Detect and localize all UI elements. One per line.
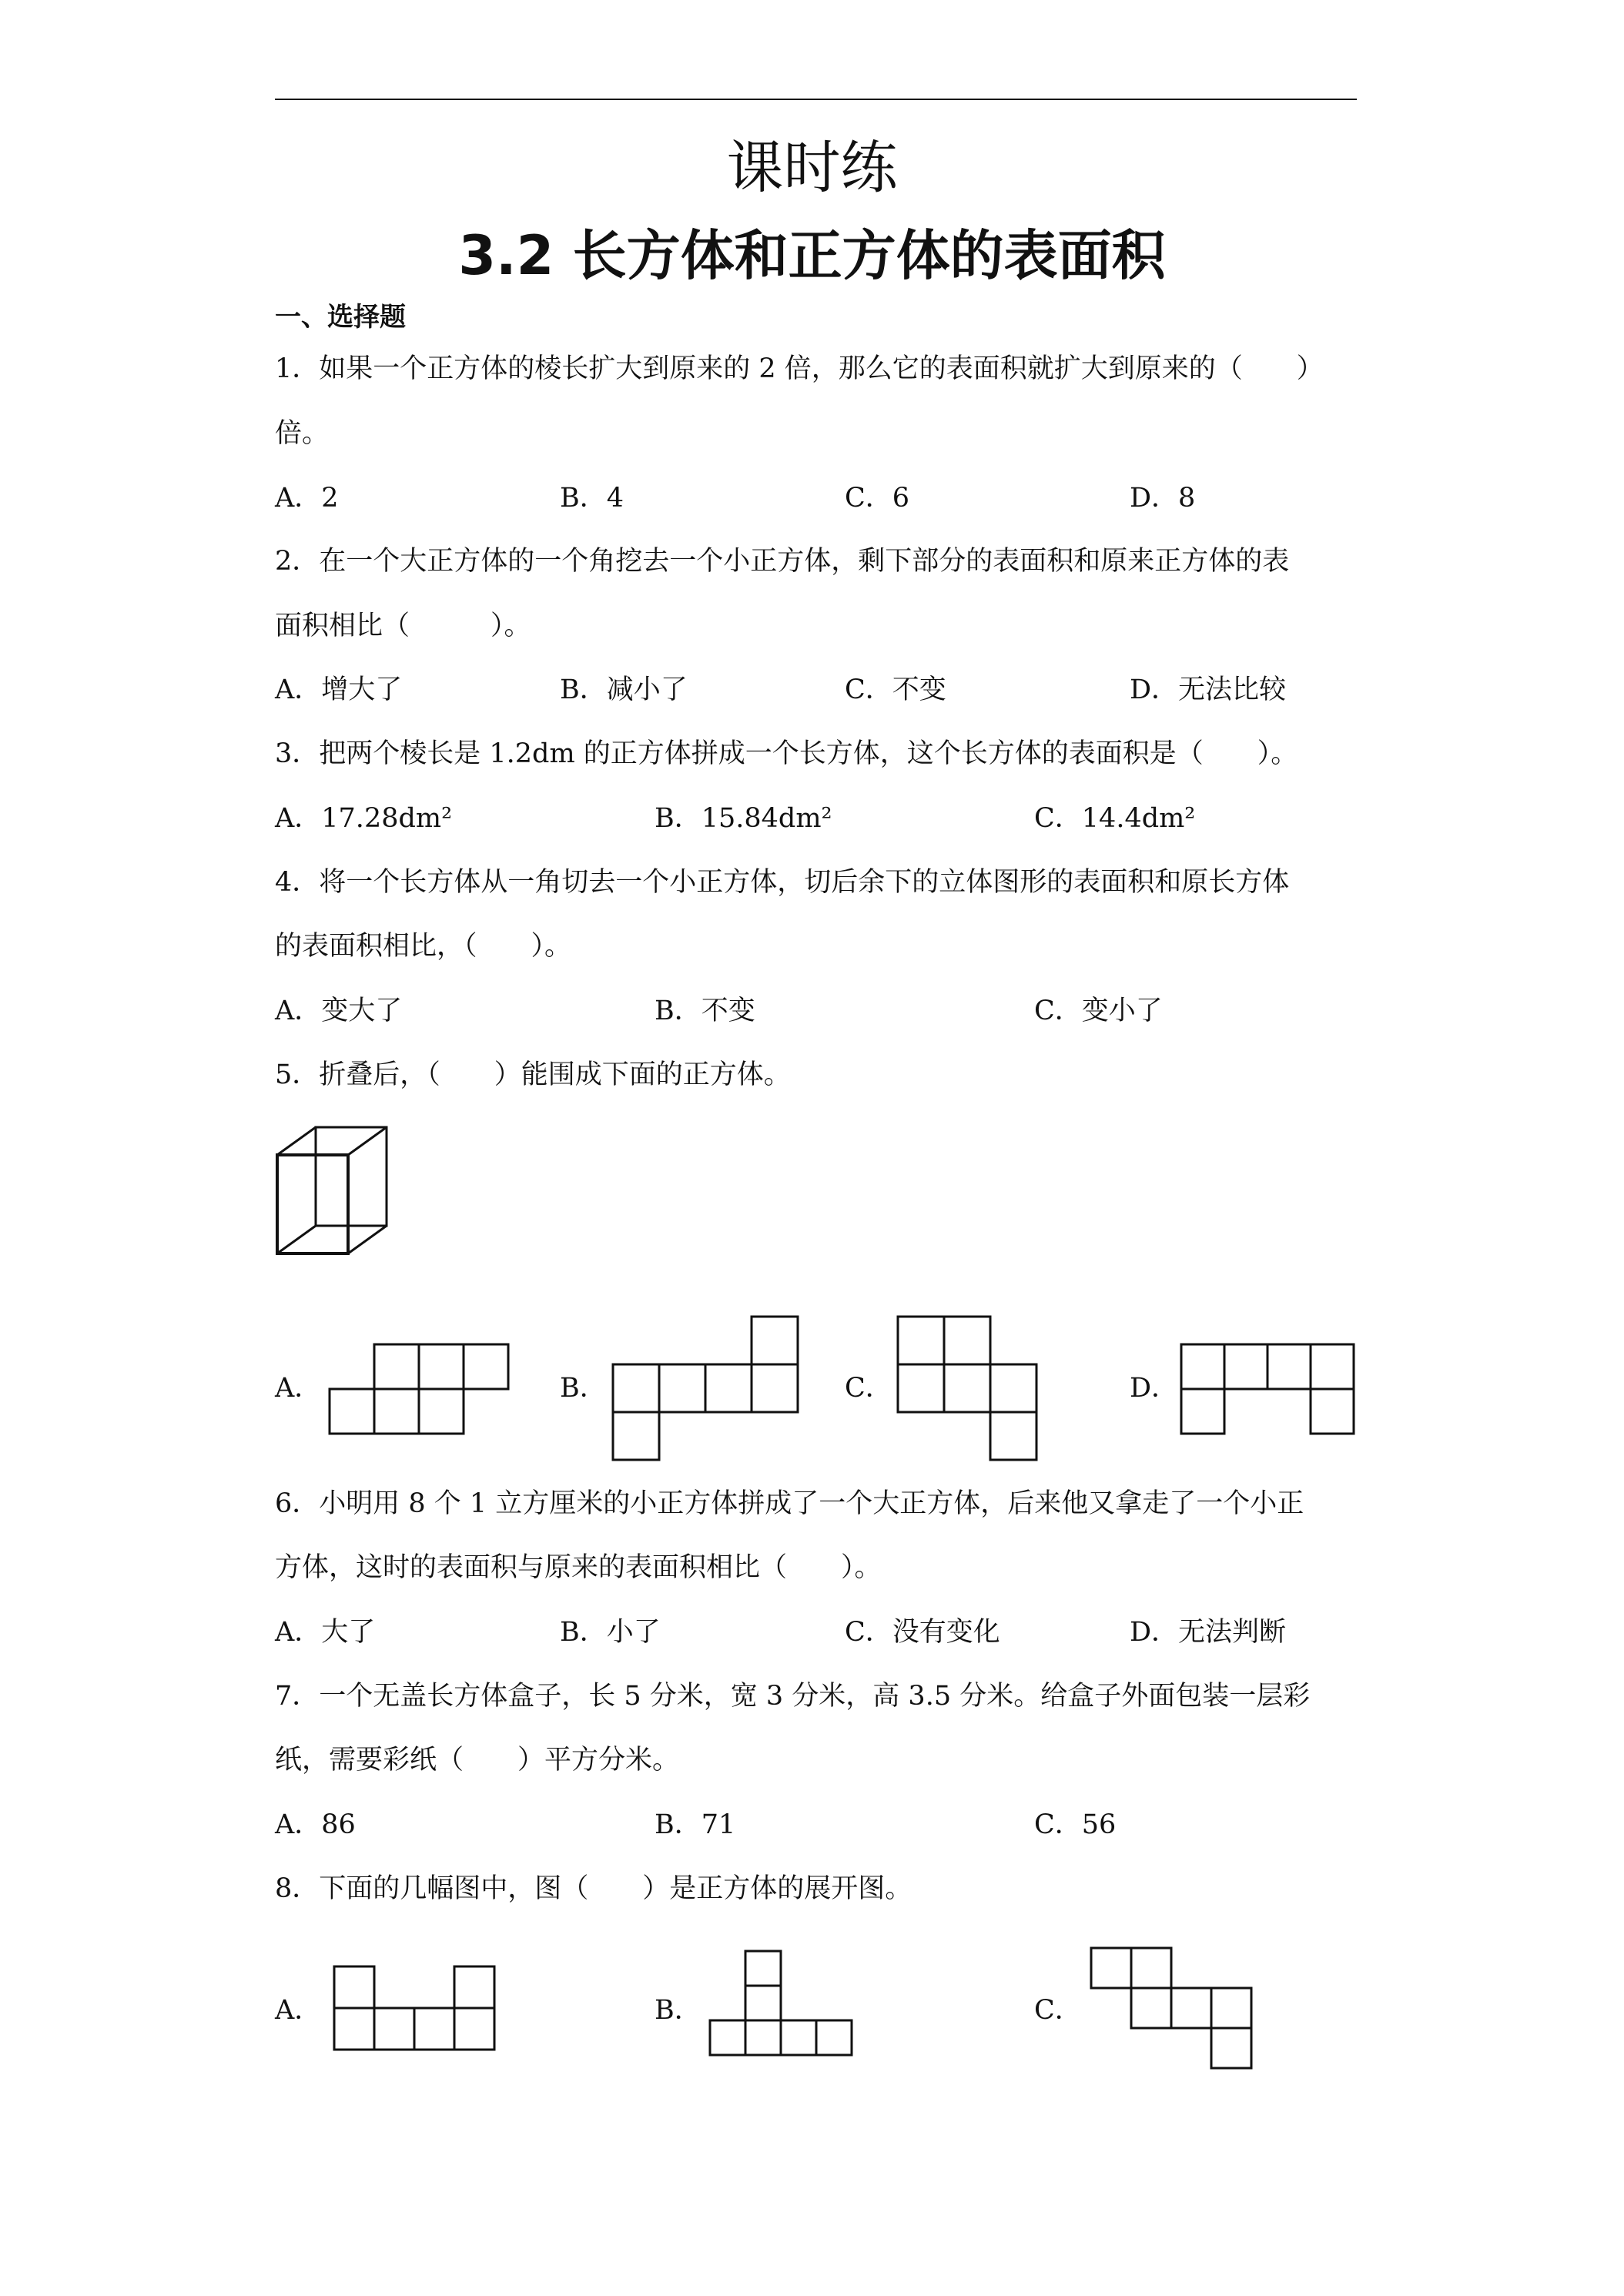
question-1-line-1: 1．如果一个正方体的棱长扩大到原来的 2 倍，那么它的表面积就扩大到原来的（ ） [275,353,1324,384]
net-5c [896,1315,1043,1461]
question-8-line-1: 8．下面的几幅图中，图（ ）是正方体的展开图。 [275,1873,912,1904]
question-2-line-1: 2．在一个大正方体的一个角挖去一个小正方体，剩下部分的表面积和原来正方体的表 [275,546,1290,577]
question-5-option-a: A． [275,1373,322,1404]
question-4-option-b: B．不变 [655,996,755,1026]
question-7-line-1: 7．一个无盖长方体盒子，长 5 分米，宽 3 分米，高 3.5 分米。给盒子外面包装一层彩 [275,1681,1311,1712]
question-7-option-a: A．86 [275,1809,356,1840]
section-heading: 一、选择题 [275,302,406,333]
question-6-line-2: 方体，这时的表面积与原来的表面积相比（ ）。 [275,1552,882,1583]
question-4-line-1: 4．将一个长方体从一角切去一个小正方体，切后余下的立体图形的表面积和原长方体 [275,867,1290,898]
question-6-option-a: A．大了 [275,1617,376,1648]
question-6-option-d: D．无法判断 [1130,1617,1287,1648]
question-4-option-c: C．变小了 [1034,996,1163,1026]
question-7-option-c: C．56 [1034,1809,1117,1840]
question-2-line-2: 面积相比（ ）。 [275,611,531,641]
question-1-option-b: B．4 [560,483,624,514]
question-5-option-c: C． [845,1373,892,1404]
question-5-line-1: 5．折叠后，（ ）能围成下面的正方体。 [275,1059,791,1090]
question-3-line-1: 3．把两个棱长是 1.2dm 的正方体拼成一个长方体，这个长方体的表面积是（ ）。 [275,738,1298,769]
question-6-option-c: C．没有变化 [845,1617,1000,1648]
net-8c [1090,1946,1259,2073]
cube-figure [276,1126,391,1264]
question-2-option-b: B．减小了 [560,674,688,705]
question-1-option-a: A．2 [275,483,339,514]
question-7-line-2: 纸，需要彩纸（ ）平方分米。 [275,1745,680,1776]
net-5b [611,1315,804,1461]
question-5-option-d: D． [1130,1373,1179,1404]
header-rule [275,99,1357,100]
question-5-option-b: B． [560,1373,607,1404]
net-5a [328,1343,513,1435]
net-8b [708,1950,856,2057]
question-4-line-2: 的表面积相比，（ ）。 [275,931,572,962]
net-5d [1180,1343,1357,1435]
question-1-option-d: D．8 [1130,483,1196,514]
question-3-option-a: A．17.28dm² [275,803,453,834]
question-2-option-a: A．增大了 [275,674,403,705]
page-subtitle: 3.2 长方体和正方体的表面积 [458,224,1166,287]
question-1-option-c: C．6 [845,483,910,514]
question-1-line-2: 倍。 [275,418,330,449]
question-3-option-c: C．14.4dm² [1034,803,1196,834]
question-6-line-1: 6．小明用 8 个 1 立方厘米的小正方体拼成了一个大正方体，后来他又拿走了一个小正 [275,1488,1304,1519]
question-2-option-c: C．不变 [845,674,946,705]
question-8-option-b: B． [655,1995,702,2026]
question-7-option-b: B．71 [655,1809,736,1840]
question-4-option-a: A．变大了 [275,996,403,1026]
question-6-option-b: B．小了 [560,1617,661,1648]
question-2-option-d: D．无法比较 [1130,674,1287,705]
question-8-option-c: C． [1034,1995,1082,2026]
net-8a [333,1965,498,2051]
question-3-option-b: B．15.84dm² [655,803,832,834]
page-title: 课时练 [726,135,898,201]
question-8-option-a: A． [275,1995,322,2026]
